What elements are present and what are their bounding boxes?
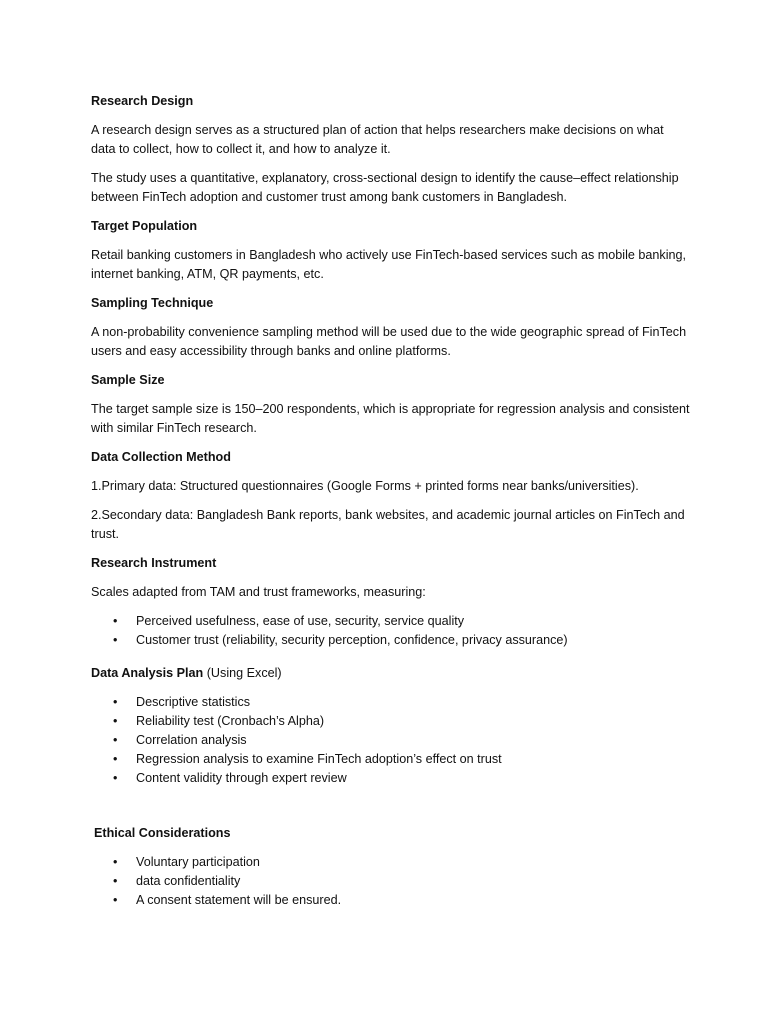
list-ethical-considerations xyxy=(91,853,691,910)
heading-data-collection: Data Collection Method xyxy=(91,450,231,464)
paragraph-research-design-1: A research design serves as a structured plan of action that helps researchers make decisions on what data to collect, how to collect it, and how to analyze it. xyxy=(91,123,664,156)
paragraph-research-instrument: Scales adapted from TAM and trust frameworks, measuring: xyxy=(91,585,426,599)
heading-target-population: Target Population xyxy=(91,219,198,233)
heading-research-instrument: Research Instrument xyxy=(91,556,217,570)
list-item xyxy=(91,712,691,731)
list-item xyxy=(91,853,691,872)
spacer xyxy=(91,802,691,824)
bullet-icon: • xyxy=(113,874,118,888)
bullet-icon: • xyxy=(113,771,118,785)
list-item-text: data confidentiality xyxy=(136,874,241,888)
list-item xyxy=(91,891,691,910)
list-item-text: Regression analysis to examine FinTech adoption’s effect on trust xyxy=(136,752,502,766)
list-item xyxy=(91,731,691,750)
list-item-text: Voluntary participation xyxy=(136,855,260,869)
paragraph-research-design-2: The study uses a quantitative, explanatory, cross-sectional design to identify the cause–effect relationship between FinTech adoption and customer trust among bank customers in Bangladesh. xyxy=(91,171,679,204)
document-body xyxy=(91,92,691,924)
bullet-icon: • xyxy=(113,893,118,907)
list-item-text: Reliability test (Cronbach’s Alpha) xyxy=(136,714,325,728)
list-item xyxy=(91,693,691,712)
list-item xyxy=(91,769,691,788)
paragraph-secondary-data: 2.Secondary data: Bangladesh Bank reports, bank websites, and academic journal articles on FinTech and trust. xyxy=(91,508,685,541)
list-item xyxy=(91,750,691,769)
paragraph-sampling-technique: A non-probability convenience sampling method will be used due to the wide geographic spread of FinTech users and easy accessibility through banks and online platforms. xyxy=(91,325,687,358)
paragraph-primary-data: 1.Primary data: Structured questionnaires (Google Forms + printed forms near banks/universities). xyxy=(91,479,639,493)
bullet-icon: • xyxy=(113,733,118,747)
bullet-icon: • xyxy=(113,714,118,728)
bullet-icon: • xyxy=(113,752,118,766)
heading-sampling-technique: Sampling Technique xyxy=(91,296,214,310)
list-item xyxy=(91,631,691,650)
list-data-analysis xyxy=(91,693,691,788)
list-item-text: Descriptive statistics xyxy=(136,695,251,709)
paragraph-sample-size: The target sample size is 150–200 respondents, which is appropriate for regression analysis and consistent with similar FinTech research. xyxy=(91,402,690,435)
heading-sample-size: Sample Size xyxy=(91,373,165,387)
heading-data-analysis-title: Data Analysis Plan xyxy=(91,666,204,680)
bullet-icon: • xyxy=(113,855,118,869)
heading-data-analysis xyxy=(91,664,691,683)
list-item-text: A consent statement will be ensured. xyxy=(136,893,342,907)
heading-research-design: Research Design xyxy=(91,94,194,108)
bullet-icon: • xyxy=(113,633,118,647)
list-item-text: Customer trust (reliability, security perception, confidence, privacy assurance) xyxy=(136,633,568,647)
list-item-text: Perceived usefulness, ease of use, security, service quality xyxy=(136,614,465,628)
list-item-text: Correlation analysis xyxy=(136,733,247,747)
list-item xyxy=(91,872,691,891)
list-research-instrument xyxy=(91,612,691,650)
heading-data-analysis-suffix: (Using Excel) xyxy=(203,666,282,680)
list-item xyxy=(91,612,691,631)
paragraph-target-population: Retail banking customers in Bangladesh who actively use FinTech-based services such as mobile banking, internet banking, ATM, QR payments, etc. xyxy=(91,248,687,281)
list-item-text: Content validity through expert review xyxy=(136,771,347,785)
heading-ethical-considerations: Ethical Considerations xyxy=(94,826,231,840)
bullet-icon: • xyxy=(113,614,118,628)
bullet-icon: • xyxy=(113,695,118,709)
